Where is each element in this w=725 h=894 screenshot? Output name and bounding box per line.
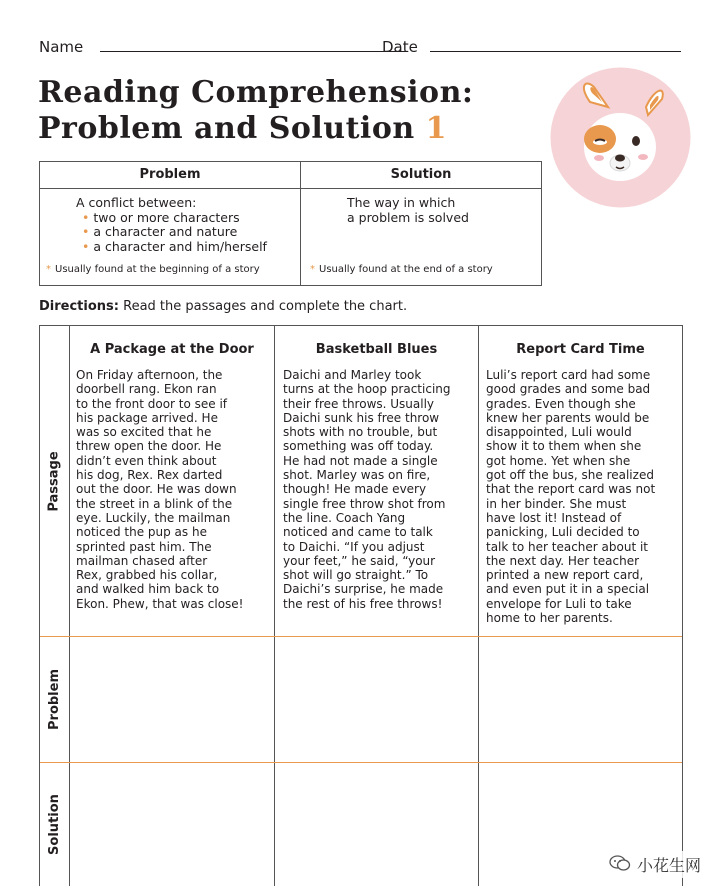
passage-line: his package arrived. He xyxy=(76,410,218,425)
passage-line: home to her parents. xyxy=(486,611,613,626)
name-field[interactable] xyxy=(100,51,407,52)
passage-line: got home. Yet when she xyxy=(486,453,631,468)
passage-line: Rex, grabbed his collar, xyxy=(76,568,218,583)
passage-line: have lost it! Instead of xyxy=(486,510,622,525)
wechat-icon xyxy=(609,854,631,876)
passage-line: was so excited that he xyxy=(76,425,212,440)
passage-line: mailman chased after xyxy=(76,553,208,568)
problem-solution-table xyxy=(39,161,542,286)
passage-line: the line. Coach Yang xyxy=(283,510,406,525)
passage-line: their free throws. Usually xyxy=(283,396,435,411)
row-label-text: Solution xyxy=(47,794,62,855)
passage-line: that the report card was not xyxy=(486,482,656,497)
story-title-package: A Package at the Door xyxy=(90,342,254,357)
passage-line: the rest of his free throws! xyxy=(283,596,443,611)
puppy-icon xyxy=(550,67,691,208)
story-title-basketball: Basketball Blues xyxy=(315,342,438,357)
problem-intro: A conflict between: xyxy=(76,195,197,210)
passage-line: shots with no trouble, but xyxy=(283,425,438,440)
date-label: Date xyxy=(382,38,418,56)
passage-line: Daichi and Marley took xyxy=(283,368,422,382)
problem-definition xyxy=(76,196,267,254)
passage-line: sprinted past him. The xyxy=(76,539,212,554)
problem-answer-package[interactable] xyxy=(70,637,273,761)
passage-line: panicking, Luli decided to xyxy=(486,525,640,540)
passage-line: your feet,” he said, “your xyxy=(283,553,436,568)
passage-line: shot will go straight.” To xyxy=(283,568,429,583)
name-label: Name xyxy=(39,38,84,56)
passage-line: to the front door to see if xyxy=(76,396,228,411)
passage-line: knew her parents would be xyxy=(486,410,650,425)
solution-heading: Solution xyxy=(301,162,541,189)
passage-line: Ekon. Phew, that was close! xyxy=(76,596,244,611)
passage-line: He had not made a single xyxy=(283,453,438,468)
passage-line: got off the bus, she realized xyxy=(486,468,654,483)
directions-text: Read the passages and complete the chart. xyxy=(123,299,408,314)
problem-list xyxy=(76,211,267,255)
list-item: • a character and nature xyxy=(76,225,267,240)
problem-column xyxy=(40,162,301,285)
passage-line: to Daichi. “If you adjust xyxy=(283,539,425,554)
story-title-report-card: Report Card Time xyxy=(516,342,645,357)
watermark-text: 小花生网 xyxy=(636,856,701,875)
directions-label: Directions: xyxy=(39,299,119,314)
solution-line-1: The way in which xyxy=(347,195,456,210)
name-date-row xyxy=(39,38,684,58)
solution-column xyxy=(301,162,541,285)
title-line-2 xyxy=(38,111,473,147)
problem-note-text: Usually found at the beginning of a story xyxy=(55,264,260,275)
passage-line: noticed the pup as he xyxy=(76,525,207,540)
passage-line: disappointed, Luli would xyxy=(486,425,632,440)
directions xyxy=(39,299,407,314)
solution-line-2: a problem is solved xyxy=(347,209,469,225)
list-item: • two or more characters xyxy=(76,211,267,226)
passage-line: grades. Even though she xyxy=(486,396,636,411)
passage-basketball xyxy=(283,368,451,611)
passage-line: noticed and came to talk xyxy=(283,525,433,540)
asterisk-icon: * xyxy=(310,264,315,275)
row-label-passage xyxy=(40,326,69,636)
row-label-solution xyxy=(40,762,69,887)
passage-report-card xyxy=(486,368,655,625)
row-label-problem xyxy=(40,636,69,762)
problem-answer-basketball[interactable] xyxy=(275,637,477,761)
passage-line: Luli’s report card had some xyxy=(486,368,651,382)
solution-note xyxy=(310,264,493,275)
title-number: 1 xyxy=(425,111,447,146)
row-label-text: Passage xyxy=(47,450,63,512)
passage-package xyxy=(76,368,243,611)
passage-line: Daichi sunk his free throw xyxy=(283,410,440,425)
passage-line: show it to them when she xyxy=(486,439,642,454)
passage-line: printed a new report card, xyxy=(486,568,644,583)
passage-line: turns at the hoop practicing xyxy=(283,382,451,397)
passage-line: eye. Luckily, the mailman xyxy=(76,510,231,525)
title-line-2-text: Problem and Solution xyxy=(38,111,415,146)
problem-note xyxy=(46,264,260,275)
reading-chart xyxy=(39,325,683,886)
passage-line: talk to her teacher about it xyxy=(486,539,649,554)
watermark xyxy=(605,851,705,878)
passage-line: Daichi’s surprise, he made xyxy=(283,582,444,597)
passage-line: and walked him back to xyxy=(76,582,220,597)
passage-line: though! He made every xyxy=(283,482,427,497)
passage-line: single free throw shot from xyxy=(283,496,446,511)
solution-note-text: Usually found at the end of a story xyxy=(319,264,493,275)
passage-line: didn’t even think about xyxy=(76,453,217,468)
title-line-1: Reading Comprehension: xyxy=(38,75,474,110)
passage-line: threw open the door. He xyxy=(76,439,222,454)
passage-line: his dog, Rex. Rex darted xyxy=(76,468,223,483)
passage-line: On Friday afternoon, the xyxy=(76,368,223,382)
passage-line: shot. Marley was on fire, xyxy=(283,468,431,483)
passage-line: good grades and some bad xyxy=(486,382,651,397)
puppy-illustration xyxy=(550,67,691,208)
problem-heading: Problem xyxy=(40,162,300,189)
page-title xyxy=(38,75,473,147)
passage-line: envelope for Luli to take xyxy=(486,596,632,611)
passage-line: the next day. Her teacher xyxy=(486,553,640,568)
passage-line: the street in a blink of the xyxy=(76,496,233,511)
passage-line: out the door. He was down xyxy=(76,482,237,497)
list-item: • a character and him/herself xyxy=(76,240,267,255)
date-field[interactable] xyxy=(430,51,681,52)
asterisk-icon: * xyxy=(46,264,51,275)
solution-answer-package[interactable] xyxy=(70,763,273,887)
passage-line: doorbell rang. Ekon ran xyxy=(76,382,217,397)
solution-answer-basketball[interactable] xyxy=(275,763,477,887)
problem-answer-report-card[interactable] xyxy=(479,637,682,761)
passage-line: something was off today. xyxy=(283,439,434,454)
row-label-text: Problem xyxy=(47,668,62,730)
passage-line: and even put it in a special xyxy=(486,582,650,597)
passage-line: in her binder. She must xyxy=(486,496,627,511)
solution-definition xyxy=(347,196,469,225)
